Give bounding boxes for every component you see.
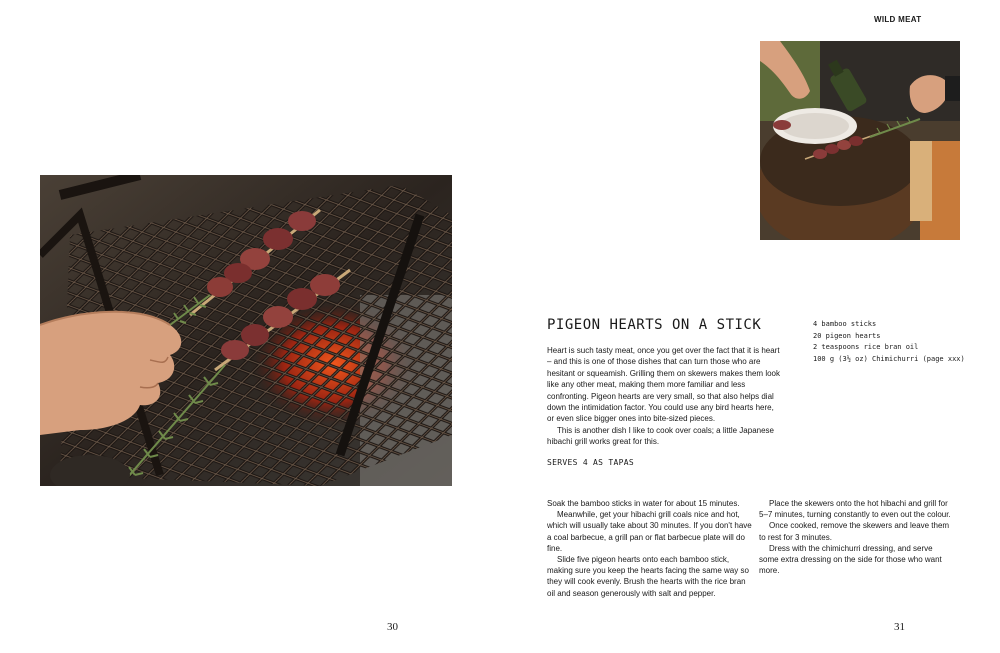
- serves-line: SERVES 4 AS TAPAS: [547, 458, 634, 467]
- intro-paragraph: Heart is such tasty meat, once you get over the fact that it is heart – and this is one of those dishes that can turn those who are hesitant or squeamish. Grilling them on skewers makes them look like any other meat, making them more familiar and less confronting. Pigeon hearts are very small, so that also helps dial down the intimidation factor. You could use any bird hearts here, or even slice bigger ones into bite-sized pieces.: [547, 346, 780, 424]
- page-number-left: 30: [387, 621, 398, 633]
- method-step: Slide five pigeon hearts onto each bamboo stick, making sure you keep the hearts facing the same way so they will cook evenly. Brush the hearts with the rice bran oil and season generously with salt and pepper.: [547, 555, 749, 598]
- intro-paragraph: This is another dish I like to cook over coals; a little Japanese hibachi grill works great for this.: [547, 425, 774, 447]
- pouring-oil-photo: [760, 41, 960, 240]
- ingredient-item: 4 bamboo sticks: [813, 320, 877, 328]
- method-step: Meanwhile, get your hibachi grill coals nice and hot, which will usually take about 30 minutes. If you don't have a coal barbecue, a grill pan or flat barbecue plate will do fine.: [547, 510, 752, 553]
- page-number-right: 31: [894, 621, 905, 633]
- ingredient-item: 100 g (3½ oz) Chimichurri (page xxx): [813, 354, 965, 363]
- grill-photo: [40, 175, 452, 486]
- method-column-left: [547, 498, 752, 599]
- running-head: WILD MEAT: [874, 15, 922, 24]
- ingredient-item: 2 teaspoons rice bran oil: [813, 343, 919, 351]
- recipe-title: PIGEON HEARTS ON A STICK: [547, 317, 762, 333]
- method-step: Soak the bamboo sticks in water for about 15 minutes.: [547, 499, 740, 508]
- pouring-oil-illustration: [760, 41, 960, 240]
- ingredients-list: [813, 319, 965, 365]
- method-column-right: [759, 498, 954, 576]
- right-page: [500, 0, 1000, 653]
- ingredient-item: 20 pigeon hearts: [813, 331, 881, 340]
- recipe-intro: [547, 345, 782, 448]
- method-step: Place the skewers onto the hot hibachi and grill for 5–7 minutes, turning constantly to even out the colour.: [759, 499, 951, 520]
- method-step: Dress with the chimichurri dressing, and serve some extra dressing on the side for those who want more.: [759, 543, 942, 576]
- grill-photo-illustration: [40, 175, 452, 486]
- method-step: Once cooked, remove the skewers and leave them to rest for 3 minutes.: [759, 521, 950, 542]
